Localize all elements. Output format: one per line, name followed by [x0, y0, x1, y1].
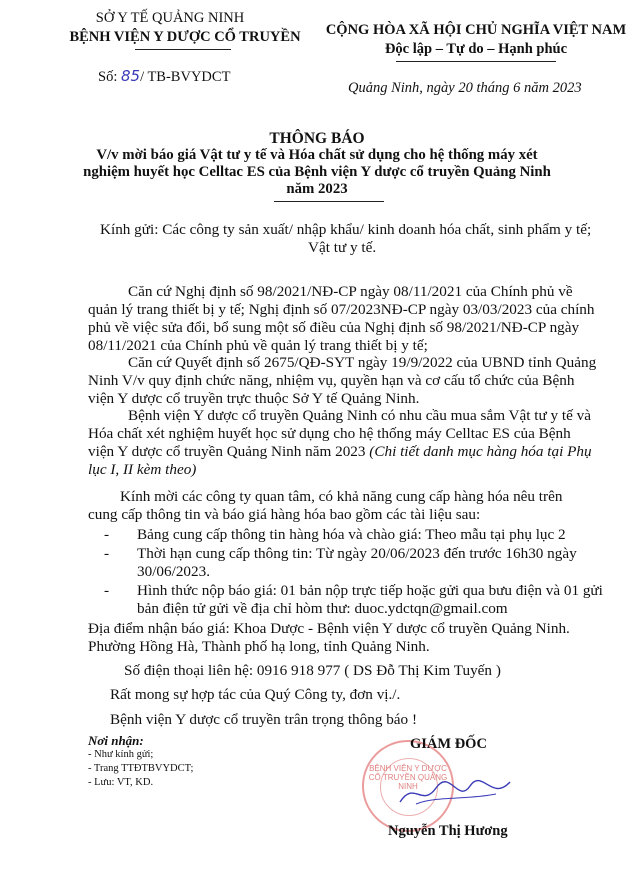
paragraph-line: Căn cứ Quyết định số 2675/QĐ-SYT ngày 19/9/2022 của UBND tỉnh Quảng [128, 354, 597, 371]
paragraph-line: 08/11/2021 của Chính phủ về quản lý trang thiết bị y tế; [88, 337, 428, 354]
place-date: Quảng Ninh, ngày 20 tháng 6 năm 2023 [348, 80, 582, 96]
recipient [100, 221, 591, 257]
paragraph-line: cung cấp thông tin và báo giá hàng hóa bao gồm các tài liệu sau: [88, 506, 481, 523]
paragraph-line: Kính mời các công ty quan tâm, có khả năng cung cấp hàng hóa nêu trên [120, 488, 563, 505]
bullet-dash: - [104, 582, 110, 599]
paragraph-line [88, 443, 592, 461]
paragraph-line: quản lý trang thiết bị y tế; Nghị định số 07/2023NĐ-CP ngày 03/03/2023 của chính [88, 301, 595, 318]
handwritten-signature [396, 774, 516, 814]
paragraph-line: viện Y dược cổ truyền trực thuộc Sở Y tế Quảng Ninh. [88, 390, 420, 407]
bullet-dash: - [104, 526, 110, 543]
recipients-item: - Trang TTĐTBVYDCT; [88, 763, 194, 774]
subject-line: nghiệm huyết học Celltac ES của Bệnh viện Y dược cổ truyền Quảng Ninh [83, 164, 551, 180]
title-underline [274, 201, 384, 202]
recipients-title: Nơi nhận: [88, 733, 144, 748]
location-line: Phường Hồng Hà, Thành phố hạ long, tỉnh Quảng Ninh. [88, 638, 430, 655]
bullet-line: Thời hạn cung cấp thông tin: Từ ngày 20/06/2023 đến trước 16h30 ngày [137, 545, 577, 562]
subject-line: V/v mời báo giá Vật tư y tế và Hóa chất sử dụng cho hệ thống máy xét [96, 147, 538, 163]
paragraph-line: lục I, II kèm theo) [88, 461, 197, 478]
bullet-line: Bảng cung cấp thông tin hàng hóa và chào giá: Theo mẫu tại phụ lục 2 [137, 526, 566, 543]
bullet-item-submission [137, 582, 603, 618]
hospital-name: BỆNH VIỆN Y DƯỢC CỔ TRUYỀN [69, 29, 301, 45]
bullet-item-price-sheet [137, 526, 566, 544]
recipients-item: - Như kính gửi; [88, 749, 154, 760]
closing-announcement: Bệnh viện Y dược cổ truyền trân trọng thông báo ! [110, 711, 417, 728]
bullet-line: bản điện tử gửi về địa chỉ hòm thư: duoc.ydctqn@gmail.com [137, 600, 508, 617]
hospital-underline [135, 49, 231, 50]
stamp-text: BỆNH VIỆN Y DƯỢC CỔ TRUYỀN QUẢNG NINH [368, 764, 448, 791]
appendix-reference: (Chi tiết danh mục hàng hóa tại Phụ [369, 443, 592, 460]
notice-heading: THÔNG BÁO [269, 130, 365, 147]
contact-phone: Số điện thoại liên hệ: 0916 918 977 ( DS Đỗ Thị Kim Tuyến ) [124, 662, 501, 679]
paragraph-line: Hóa chất xét nghiệm huyết học sử dụng cho hệ thống máy Celltac ES của Bệnh [88, 425, 571, 442]
motto-underline [396, 61, 556, 62]
bullet-item-deadline [137, 545, 577, 581]
director-name: Nguyễn Thị Hương [388, 823, 508, 839]
recipient-line: Vật tư y tế. [308, 239, 377, 256]
director-title: GIÁM ĐỐC [410, 736, 487, 752]
document-number [98, 67, 230, 86]
paragraph-invitation [88, 488, 562, 524]
recipients-list [88, 748, 193, 790]
location-line: Địa điểm nhận báo giá: Khoa Dược - Bệnh viện Y dược cổ truyền Quảng Ninh. [88, 620, 570, 637]
paragraph-legal-basis-1 [88, 283, 594, 355]
national-motto: Độc lập – Tự do – Hạnh phúc [384, 41, 568, 57]
number-handwritten: 85 [120, 67, 141, 85]
bullet-line: 30/06/2023. [137, 563, 210, 580]
number-prefix: Số: [98, 69, 118, 85]
paragraph-line: Bệnh viện Y dược cổ truyền Quảng Ninh có nhu cầu mua sắm Vật tư y tế và [128, 407, 591, 424]
ministry-name: SỞ Y TẾ QUẢNG NINH [95, 10, 245, 26]
paragraph-line: Ninh V/v quy định chức năng, nhiệm vụ, quyền hạn và cơ cấu tổ chức của Bệnh [88, 372, 575, 389]
receiving-location [88, 620, 570, 656]
paragraph-text: viện Y dược cổ truyền Quảng Ninh năm 2023 [88, 443, 370, 460]
subject-line: năm 2023 [286, 181, 348, 197]
paragraph-line: phủ về việc sửa đổi, bổ sung một số điều của Nghị định số 98/2021/NĐ-CP ngày [88, 319, 580, 336]
recipients-item: - Lưu: VT, KD. [88, 777, 154, 788]
country-name: CỘNG HÒA XÃ HỘI CHỦ NGHĨA VIỆT NAM [325, 22, 627, 38]
bullet-dash: - [104, 545, 110, 562]
closing-thanks: Rất mong sự hợp tác của Quý Công ty, đơn vị./. [110, 686, 401, 703]
notice-subject [0, 147, 634, 198]
bullet-line: Hình thức nộp báo giá: 01 bản nộp trực tiếp hoặc gửi qua bưu điện và 01 gửi [137, 582, 603, 599]
paragraph-line: Căn cứ Nghị định số 98/2021/NĐ-CP ngày 08/11/2021 của Chính phủ về [128, 283, 573, 300]
number-suffix: / TB-BVYDCT [140, 69, 231, 85]
paragraph-legal-basis-2 [88, 354, 596, 408]
paragraph-need [88, 407, 592, 479]
recipient-line: Kính gửi: Các công ty sản xuất/ nhập khẩu/ kinh doanh hóa chất, sinh phẩm y tế; [100, 221, 592, 238]
